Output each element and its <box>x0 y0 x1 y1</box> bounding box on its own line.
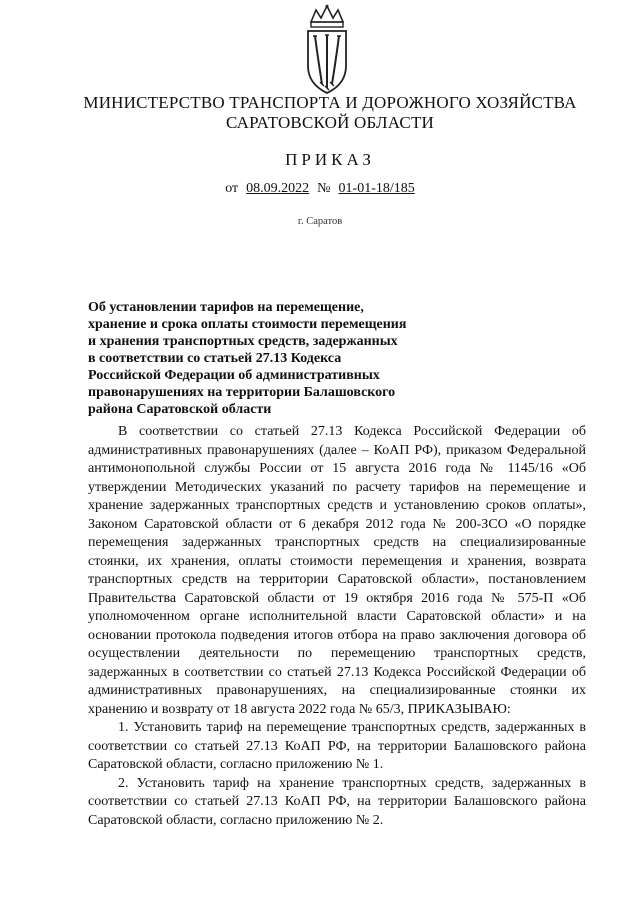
order-number: 01-01-18/185 <box>338 181 415 196</box>
ministry-name-line1: МИНИСТЕРСТВО ТРАНСПОРТА И ДОРОЖНОГО ХОЗЯЙСТВА <box>83 93 577 112</box>
number-sign: № <box>317 181 331 196</box>
preamble-paragraph: В соответствии со статьей 27.13 Кодекса Российской Федерации об административных правонарушениях (далее – КоАП РФ), приказом Федеральной антимонопольной службы России от 15 августа 2016 года № 1145/16 «Об утверждении Методических указаний по расчету тарифов на перемещение и хранение задержанных транспортных средств и установлению сроков оплаты», Законом Саратовской области от 6 декабря 2012 года № 200-ЗСО «О порядке перемещения задержанных транспортных средств на специализированные стоянки, их хранения, оплаты стоимости перемещения и хранения, возврата транспортных средств на территории Саратовской области», постановлением Правительства Саратовской области от 19 октября 2016 года № 575-П «Об уполномоченном органе исполнительной власти Саратовской области» и на основании протокола подведения итогов отбора на право заключения договора об осуществлении деятельности по перемещению транспортных средств, задержанных в соответствии со статьей 27.13 Кодекса Российской Федерации об административных правонарушениях, на специализированные стоянки их хранению и возврату от 18 августа 2022 года № 65/3, ПРИКАЗЫВАЮ: <box>88 424 586 717</box>
saratov-coat-of-arms-icon <box>294 4 360 96</box>
ministry-name-line2: САРАТОВСКОЙ ОБЛАСТИ <box>225 113 435 132</box>
document-title: ПРИКАЗ <box>285 150 375 169</box>
order-body <box>88 423 586 830</box>
order-subject: Об установлении тарифов на перемещение, хранение и срока оплаты стоимости перемещения и хранения транспортных средств, задержанных в соответствии со статьей 27.13 Кодекса Российской Федерации об административных правонарушениях на территории Балашовского района Саратовской области <box>88 300 407 417</box>
order-item-1: 1. Установить тариф на перемещение транспортных средств, задержанных в соответствии со статьей 27.13 КоАП РФ, на территории Балашовского района Саратовской области, согласно приложению № 1. <box>88 720 586 772</box>
order-item-2: 2. Установить тариф на хранение транспортных средств, задержанных в соответствии со статьей 27.13 КоАП РФ, на территории Балашовского района Саратовской области, согласно приложению № 2. <box>88 775 586 828</box>
ministry-name <box>40 93 620 133</box>
city-label: г. Саратов <box>297 216 343 227</box>
order-date-number <box>0 181 640 197</box>
order-date: 08.09.2022 <box>246 181 310 196</box>
from-label: от <box>225 181 239 196</box>
